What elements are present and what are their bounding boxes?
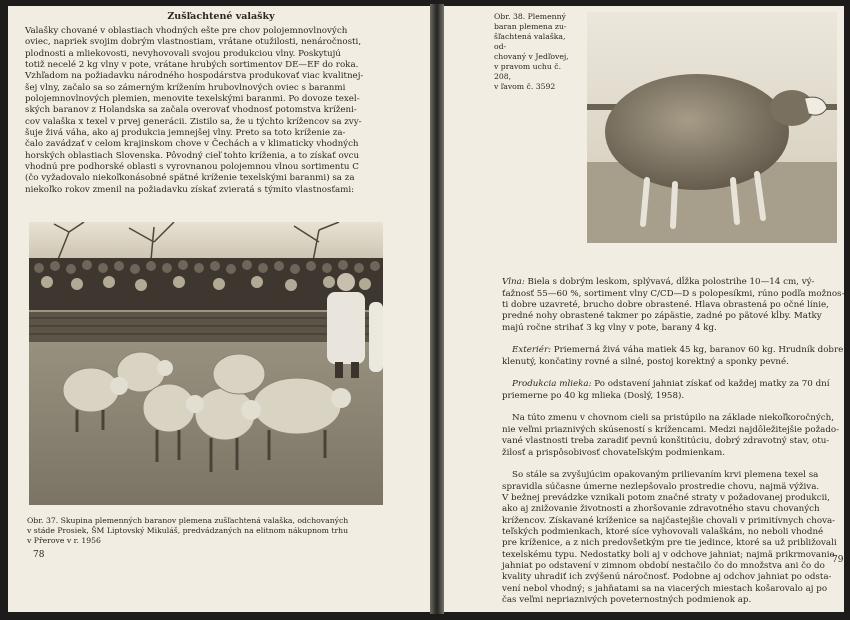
body-paragraph: Valašky chované v oblastiach vhodných ešte pre chov polojemnovlnových oviec, napriek svojim dobrým vlastnostiam, vrátane otužilosti, nenáročnosti, plodnosti a mliekovosti, nevyhovovali svojou produkciou vlny. Poskytujú totiž necelé 2 kg vlny v pote, vrátane hrubých sortimentov DE—EF do roka. Vzhľadom na požiadavku národného hospodárstva produkovať viac kvalitnej- šej vlny, začalo sa so zámerným krížením hrubovlnových oviec s baranmi polojemnovlnových plemien, menovite texelskými baranmi. Po dovoze texel- ských baranov z Holandska sa začala overovať vhodnosť potomstva kríženi- cov valaška x texel v prvej generácii. Zistilo sa, že u týchto krížencov sa zvy- šuje živá váha, ako aj produkcia jemnejšej vlny. Preto sa toto kríženie za- čalo zavádzať v celom krajinskom chove v Čechách a v klimaticky vhodných horských oblastiach Slovenska. Pôvodný cieľ tohto kríženia, a to získať ovcu vhodnú pre podhorské oblasti s vyrovnanou polojemnou vlnou sortimentu C (čo vyžadovalo niekoľkonásobné spätné kríženie texelskými baranmi) sa za niekoľko rokov zmenil na požiadavku získať zvieratá s týmito vlastnosťami: bbox=[25, 26, 364, 195]
page-number-right: 79 bbox=[832, 555, 844, 565]
text-wool: Biela s dobrým leskom, splývavá, dĺžka polostrihe 10—14 cm, vý- ťažnosť 55—60 %, sortiment vlny C/CD—D s polopesíkmi, rúno podľa možnos- ti dobre uzavreté, brucho dobre obrastené. Hlava obrastená po očné línie, predné nohy obrastené takmer po zápästie, zadné po pätové kĺby. Matky majú ročne strihať 3 kg vlny v pote, barany 4 kg. bbox=[502, 277, 845, 333]
label-wool: Vlna: bbox=[502, 277, 525, 288]
paragraph-milk bbox=[502, 379, 846, 402]
right-body bbox=[502, 266, 846, 618]
paragraph-texel bbox=[502, 470, 846, 606]
paragraph-exterior bbox=[502, 345, 846, 368]
label-exterior: Exteriér: bbox=[512, 345, 552, 356]
text-change: Na túto zmenu v chovnom cieli sa pristúpilo na základe niekoľkoročných, nie veľmi priaznivých skúseností s krížencami. Medzi najdôležitejšie požado- vané vlastnosti treba zaradiť pevnú konštitúciu, dobrý zdravotný stav, otu- žilosť a prispôsobivosť chovateľským podmienkam. bbox=[502, 413, 840, 458]
book-gutter bbox=[430, 4, 444, 614]
text-exterior: Priemerná živá váha matiek 45 kg, baranov 60 kg. Hrudník dobre klenutý, končatiny rovné a silné, postoj korektný a sponky pevné. bbox=[502, 345, 844, 367]
page-title: Zušľachtené valašky bbox=[167, 11, 275, 22]
ram-photo bbox=[587, 12, 837, 243]
flock-photo bbox=[29, 222, 383, 505]
page-number-left: 78 bbox=[33, 550, 45, 560]
paragraph-wool bbox=[502, 277, 846, 334]
text-texel: So stále sa zvyšujúcim opakovaným prilievaním krvi plemena texel sa spravidla súčasne úmerne nezlepšovalo prostredie chovu, najmä výživa. V bežnej prevádzke vznikali potom značné straty v požadovanej produkcii, ako aj znižovanie životnosti a zhoršovanie zdravotného stavu chovaných krížencov. Získavané kríženice sa najčastejšie chovali v primitívnych chova- teľských podmienkach, ktoré síce vyhovovali valaškám, no neboli vhodné pre kríženice, a z nich predovšetkým pre tie jedince, ktoré sa už približovali texelskému typu. Nedostatky boli aj v odchove jahniat; najmä prikrmovanie jahniat po odstavení v zimnom období nestačilo čo do množstva ani čo do kvality uhradiť ich zvýšenú náročnosť. Podobne aj odchov jahniat po odsta- vení nebol vhodný; s jahňatami sa na viacerých miestach košarovalo aj po čas veľmi nepriaznivých poveternostných podmienok ap. bbox=[502, 470, 837, 605]
figure-caption-37: Obr. 37. Skupina plemenných baranov plemena zušľachtená valaška, odchovaných v stáde Prosiek, ŠM Liptovský Mikuláš, predvádzaných na elitnom nákupnom trhu v Přerove v r. 1956 bbox=[27, 516, 349, 545]
label-milk: Produkcia mlieka: bbox=[512, 379, 592, 390]
paragraph-change bbox=[502, 413, 846, 458]
text-milk: Po odstavení jahniat získať od každej matky za 70 dní priemerne po 40 kg mlieka (Doslý, 1958). bbox=[502, 379, 830, 401]
figure-caption-38: Obr. 38. Plemenný baran plemena zu- šľachtená valaška, od- chovaný v Jedľovej, v pravom uchu č. 208, v ľavom č. 3592 bbox=[494, 12, 569, 91]
